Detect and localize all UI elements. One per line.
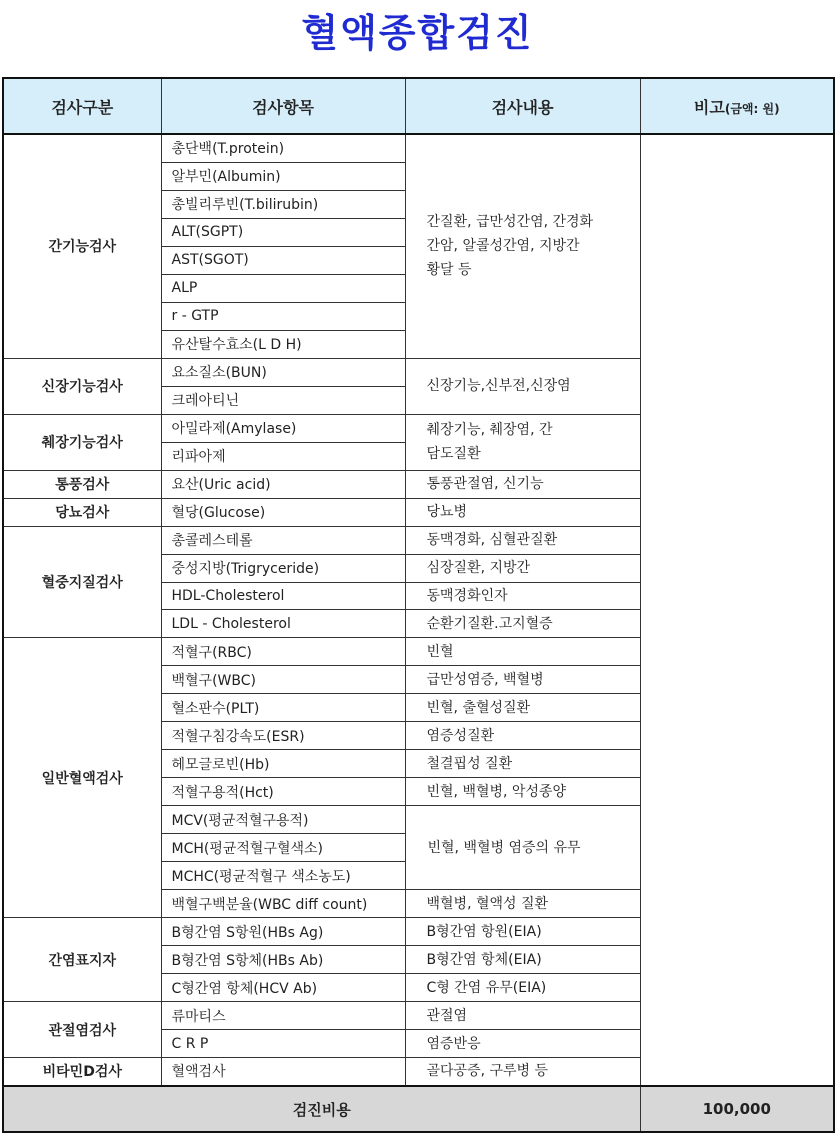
item-cell: 류마티스 [161, 1002, 405, 1030]
total-label: 검진비용 [3, 1086, 640, 1132]
desc-cell: 통풍관절염, 신기능 [405, 470, 640, 498]
desc-cell: B형간염 항원(EIA) [405, 918, 640, 946]
item-cell: 혈당(Glucose) [161, 498, 405, 526]
item-cell: MCH(평균적혈구혈색소) [161, 834, 405, 862]
category-liver: 간기능검사 [3, 134, 161, 358]
total-price: 100,000 [640, 1086, 834, 1132]
item-cell: LDL - Cholesterol [161, 610, 405, 638]
desc-cell: 철결핍성 질환 [405, 750, 640, 778]
desc-line: 담도질환 [426, 446, 481, 463]
item-cell: MCHC(평균적혈구 색소농도) [161, 862, 405, 890]
item-cell: 요소질소(BUN) [161, 358, 405, 386]
item-cell: 적혈구용적(Hct) [161, 778, 405, 806]
desc-kidney: 신장기능,신부전,신장염 [405, 358, 640, 414]
desc-merged-blood: 빈혈, 백혈병 염증의 유무 [405, 806, 640, 890]
desc-cell: 빈혈, 백혈병, 악성종양 [405, 778, 640, 806]
desc-cell: 관절염 [405, 1002, 640, 1030]
item-cell: 총콜레스테롤 [161, 526, 405, 554]
item-cell: 백혈구(WBC) [161, 666, 405, 694]
item-cell: C형간염 항체(HCV Ab) [161, 974, 405, 1002]
desc-pancreas [405, 414, 640, 470]
item-cell: AST(SGOT) [161, 246, 405, 274]
category-diabetes: 당뇨검사 [3, 498, 161, 526]
item-cell: 총빌리루빈(T.bilirubin) [161, 190, 405, 218]
desc-cell: 빈혈, 출혈성질환 [405, 694, 640, 722]
item-cell: ALP [161, 274, 405, 302]
desc-line: 황달 등 [426, 262, 472, 279]
table-header-row [3, 78, 834, 134]
item-cell: 리파아제 [161, 442, 405, 470]
item-cell: B형간염 S항체(HBs Ab) [161, 946, 405, 974]
desc-cell: 동맥경화, 심혈관질환 [405, 526, 640, 554]
header-note-main: 비고 [693, 97, 725, 117]
header-note [640, 78, 834, 134]
item-cell: r - GTP [161, 302, 405, 330]
desc-line: 간암, 알콜성간염, 지방간 [426, 238, 580, 255]
item-cell: 혈소판수(PLT) [161, 694, 405, 722]
item-cell: 알부민(Albumin) [161, 162, 405, 190]
desc-cell: 염증성질환 [405, 722, 640, 750]
item-cell: 요산(Uric acid) [161, 470, 405, 498]
desc-cell: 동맥경화인자 [405, 582, 640, 610]
item-cell: 유산탈수효소(L D H) [161, 330, 405, 358]
desc-cell: 순환기질환.고지혈증 [405, 610, 640, 638]
category-gout: 통풍검사 [3, 470, 161, 498]
desc-cell: 빈혈 [405, 638, 640, 666]
page-title: 혈액종합검진 [301, 11, 534, 55]
desc-cell: 골다공증, 구루병 등 [405, 1057, 640, 1086]
category-pancreas: 췌장기능검사 [3, 414, 161, 470]
item-cell: 백혈구백분율(WBC diff count) [161, 890, 405, 918]
item-cell: 혈액검사 [161, 1057, 405, 1086]
item-cell: B형간염 S항원(HBs Ag) [161, 918, 405, 946]
total-row [3, 1086, 834, 1132]
item-cell: 중성지방(Trigryceride) [161, 554, 405, 582]
table-row [3, 134, 834, 162]
item-cell: HDL-Cholesterol [161, 582, 405, 610]
item-cell: ALT(SGPT) [161, 218, 405, 246]
note-cell [640, 134, 834, 1086]
desc-cell: 당뇨병 [405, 498, 640, 526]
header-category: 검사구분 [3, 78, 161, 134]
desc-cell: C형 간염 유무(EIA) [405, 974, 640, 1002]
category-kidney: 신장기능검사 [3, 358, 161, 414]
item-cell: 총단백(T.protein) [161, 134, 405, 162]
desc-liver [405, 134, 640, 358]
header-note-sub: (금액: 원) [724, 101, 780, 116]
category-arthritis: 관절염검사 [3, 1002, 161, 1058]
item-cell: 크레아티닌 [161, 386, 405, 414]
desc-line: 췌장기능, 췌장염, 간 [426, 422, 553, 439]
category-lipid: 혈중지질검사 [3, 526, 161, 638]
desc-cell: B형간염 항체(EIA) [405, 946, 640, 974]
exam-table [2, 77, 835, 1133]
category-vitamin: 비타민D검사 [3, 1057, 161, 1086]
desc-cell: 백혈병, 혈액성 질환 [405, 890, 640, 918]
item-cell: MCV(평균적혈구용적) [161, 806, 405, 834]
desc-line: 간질환, 급만성간염, 간경화 [426, 214, 594, 231]
desc-cell: 염증반응 [405, 1030, 640, 1058]
header-item: 검사항목 [161, 78, 405, 134]
item-cell: 헤모글로빈(Hb) [161, 750, 405, 778]
desc-cell: 심장질환, 지방간 [405, 554, 640, 582]
item-cell: C R P [161, 1030, 405, 1058]
item-cell: 적혈구침강속도(ESR) [161, 722, 405, 750]
item-cell: 적혈구(RBC) [161, 638, 405, 666]
category-blood: 일반혈액검사 [3, 638, 161, 918]
item-cell: 아밀라제(Amylase) [161, 414, 405, 442]
header-content: 검사내용 [405, 78, 640, 134]
desc-cell: 급만성염증, 백혈병 [405, 666, 640, 694]
category-hepatitis: 간염표지자 [3, 918, 161, 1002]
